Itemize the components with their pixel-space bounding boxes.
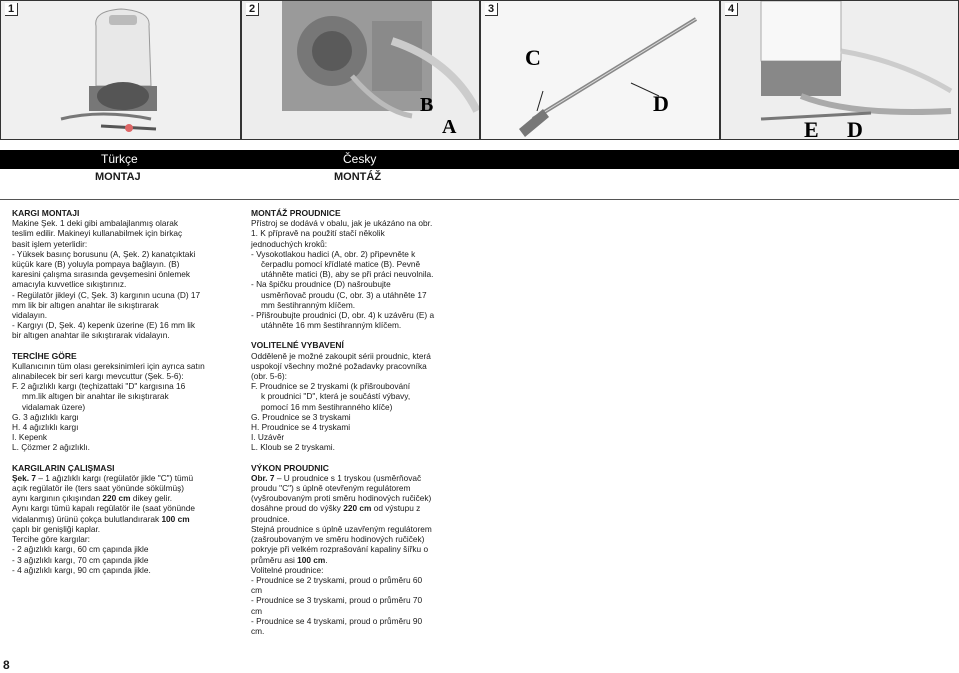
text-line: - Kargıyı (D, Şek. 4) kepenk üzerine (E) 16 mm lik bbox=[12, 320, 196, 331]
text-line: G. Proudnice se 3 tryskami bbox=[251, 411, 351, 422]
text-line: Obr. 7 – U proudnice s 1 tryskou (usměrňovač bbox=[251, 472, 422, 483]
text-line: L. Çözmer 2 ağızlıklı. bbox=[12, 442, 90, 453]
text-line: průměru asi 100 cm. bbox=[251, 554, 328, 565]
text-line: (obr. 5-6): bbox=[251, 371, 287, 382]
text-line: Şek. 7 – 1 ağızlıklı kargı (regülatör jikle "C") tümü bbox=[12, 472, 194, 483]
heading-assembly: MONTÁŽ PROUDNICE bbox=[251, 208, 341, 218]
text-line: - Vysokotlakou hadici (A, obr. 2) připevněte k bbox=[251, 248, 416, 259]
text-line: Makine Şek. 1 deki gibi ambalajlanmış olarak bbox=[12, 218, 179, 229]
figure-label-a: A bbox=[442, 116, 457, 138]
text-line: mm šestihranným klíčem. bbox=[261, 299, 356, 310]
text-line: H. Proudnice se 4 tryskami bbox=[251, 422, 351, 433]
text-line: - Proudnice se 4 tryskami, proud o průměru 90 bbox=[251, 615, 423, 626]
text-line: açık regülatör ile (ters saat yönünde sökülmüş) bbox=[12, 483, 185, 494]
text-line: čerpadlu pomocí křídlaté matice (B). Pevně bbox=[261, 259, 421, 270]
text-line: uspokojí všechny možné požadavky pracovníka bbox=[251, 360, 427, 371]
figure-2 bbox=[241, 0, 480, 140]
figure-number: 2 bbox=[246, 3, 259, 16]
text-line: I. Uzávěr bbox=[251, 432, 285, 443]
text-line: - Na špičku proudnice (D) našroubujte bbox=[251, 279, 391, 290]
text-line: - Přišroubujte proudnici (D, obr. 4) k uzávěru (E) a bbox=[251, 310, 435, 321]
lang-czech: Česky bbox=[343, 152, 377, 166]
page-number: 8 bbox=[3, 658, 10, 672]
divider bbox=[0, 199, 959, 200]
lance-attach-illustration bbox=[721, 1, 959, 140]
text-line: 1. K přípravě na použití stačí několik bbox=[251, 228, 385, 239]
text-line: - 4 ağızlıklı kargı, 90 cm çapında jikle. bbox=[12, 564, 151, 575]
heading-assembly: KARGI MONTAJI bbox=[12, 208, 80, 218]
text-line: H. 4 ağızlıklı kargı bbox=[12, 422, 79, 433]
section-title-left: MONTAJ bbox=[95, 171, 141, 183]
text-line: vidalayın. bbox=[12, 310, 48, 321]
text-line: proudu "C") s úplně otevřeným regulátorem bbox=[251, 483, 411, 494]
text-line: utáhněte 16 mm šestihranným klíčem. bbox=[261, 320, 402, 331]
text-line: cm. bbox=[251, 625, 265, 636]
lang-turkish: Türkçe bbox=[101, 152, 138, 166]
sprayer-packaged-illustration bbox=[1, 1, 241, 140]
text-line: - Proudnice se 3 tryskami, proud o průměru 70 bbox=[251, 595, 423, 606]
text-line: bir altıgen anahtar ile sıkıştırarak vidalayın. bbox=[12, 330, 170, 341]
text-line: mm.lik altıgen bir anahtar ile sıkıştırarak bbox=[22, 391, 169, 402]
text-line: mm lik bir altıgen anahtar ile sıkıştırarak bbox=[12, 299, 159, 310]
text-line: utáhněte matici (B), aby se při práci neuvolnila. bbox=[261, 269, 434, 280]
text-line: çaplı bir genişliği kaplar. bbox=[12, 523, 101, 534]
text-line: Stejná proudnice s úplně uzavřeným regulátorem bbox=[251, 523, 432, 534]
text-line: pomocí 16 mm šestihranného klíče) bbox=[261, 401, 393, 412]
column-czech bbox=[251, 208, 471, 636]
text-line: cm bbox=[251, 585, 263, 596]
text-line: Kullanıcının tüm olası gereksinimleri için ayrıca satın bbox=[12, 360, 205, 371]
text-line: dosáhne proud do výšky 220 cm od výstupu z bbox=[251, 503, 421, 514]
figure-label-c: C bbox=[525, 45, 541, 70]
text-line: jednoduchých kroků: bbox=[251, 238, 328, 249]
text-line: aynı kargının çıkışından 220 cm dikey gelir. bbox=[12, 493, 173, 504]
text-line: - Yüksek basınç borusunu (A, Şek. 2) kanatçıktaki bbox=[12, 248, 196, 259]
figure-1 bbox=[0, 0, 241, 140]
text-line: karesini çalışma sırasında gevşemesini önlemek bbox=[12, 269, 190, 280]
text-line: basit işlem yeterlidir: bbox=[12, 238, 88, 249]
text-line: vidalanmış) ürünü çokça bulutlandırarak 100 cm bbox=[12, 513, 190, 524]
text-line: teslim edilir. Makineyi kullanabilmek için birkaç bbox=[12, 228, 183, 239]
heading-operation: VÝKON PROUDNIC bbox=[251, 462, 329, 473]
figure-number: 1 bbox=[5, 3, 18, 16]
text-line: - Regülatör jikleyi (C, Şek. 3) kargının ucuna (D) 17 bbox=[12, 289, 201, 300]
text-line: cm bbox=[251, 605, 263, 616]
figure-3 bbox=[480, 0, 720, 140]
text-line: küçük kare (B) yoluyla pompaya bağlayın. (B) bbox=[12, 259, 180, 270]
text-line: - 3 ağızlıklı kargı, 70 cm çapında jikle bbox=[12, 554, 149, 565]
text-line: Přístroj se dodává v obalu, jak je ukázáno na obr. bbox=[251, 218, 433, 229]
text-line: L. Kloub se 2 tryskami. bbox=[251, 442, 335, 453]
figure-label-b: B bbox=[420, 94, 434, 116]
text-line: proudnice. bbox=[251, 513, 290, 524]
heading-optional: TERCİHE GÖRE bbox=[12, 350, 77, 361]
lance-nozzle-illustration bbox=[481, 1, 720, 140]
figure-number: 3 bbox=[485, 3, 498, 16]
text-line: usměrňovač proudu (C, obr. 3) a utáhněte 17 bbox=[261, 289, 427, 300]
figure-label-d: D bbox=[847, 117, 863, 141]
text-line: alınabilecek bir seri kargı mevcuttur (Şek. 5-6): bbox=[12, 371, 184, 382]
text-line: - 2 ağızlıklı kargı, 60 cm çapında jikle bbox=[12, 544, 149, 555]
section-title-right: MONTÁŽ bbox=[334, 171, 382, 183]
figure-strip bbox=[0, 0, 959, 140]
text-line: I. Kepenk bbox=[12, 432, 48, 443]
text-line: - Proudnice se 2 tryskami, proud o průměru 60 bbox=[251, 574, 423, 585]
text-line: (zašroubovaným ve směru hodinových ručiček) bbox=[251, 534, 425, 545]
text-line: Odděleně je možné zakoupit sérii proudnic, která bbox=[251, 350, 431, 361]
text-line: vidalamak üzere) bbox=[22, 401, 86, 412]
text-line: Volitelné proudnice: bbox=[251, 564, 324, 575]
fig-ref: Şek. 7 bbox=[12, 472, 36, 483]
text-line: (vyšroubovaným proti směru hodinových ručiček) bbox=[251, 493, 432, 504]
text-line: k proudnici "D", která je součástí výbavy, bbox=[261, 391, 411, 402]
fig-ref: Obr. 7 bbox=[251, 472, 275, 483]
figure-label-d: D bbox=[653, 91, 669, 116]
figure-4 bbox=[720, 0, 959, 140]
text-line: amacıyla kuvvetlice sıkıştırınız. bbox=[12, 279, 127, 290]
language-bar bbox=[0, 150, 959, 169]
figure-number: 4 bbox=[725, 3, 738, 16]
text-line: F. 2 ağızlıklı kargı (teçhizattaki "D" kargısına 16 bbox=[12, 381, 186, 392]
figure-label-e: E bbox=[804, 117, 819, 141]
text-line: F. Proudnice se 2 tryskami (k přišroubování bbox=[251, 381, 411, 392]
text-line: Aynı kargı tümü kapalı regülatör ile (saat yönünde bbox=[12, 503, 195, 514]
heading-operation: KARGILARIN ÇALIŞMASI bbox=[12, 462, 115, 473]
column-turkish bbox=[12, 208, 240, 575]
heading-optional: VOLITELNÉ VYBAVENÍ bbox=[251, 340, 344, 351]
text-line: Tercihe göre kargılar: bbox=[12, 534, 90, 545]
text-line: pokryje při velkém rozprašování kapaliny šířku o bbox=[251, 544, 429, 555]
text-line: G. 3 ağızlıklı kargı bbox=[12, 411, 79, 422]
pump-hose-illustration bbox=[242, 1, 480, 140]
